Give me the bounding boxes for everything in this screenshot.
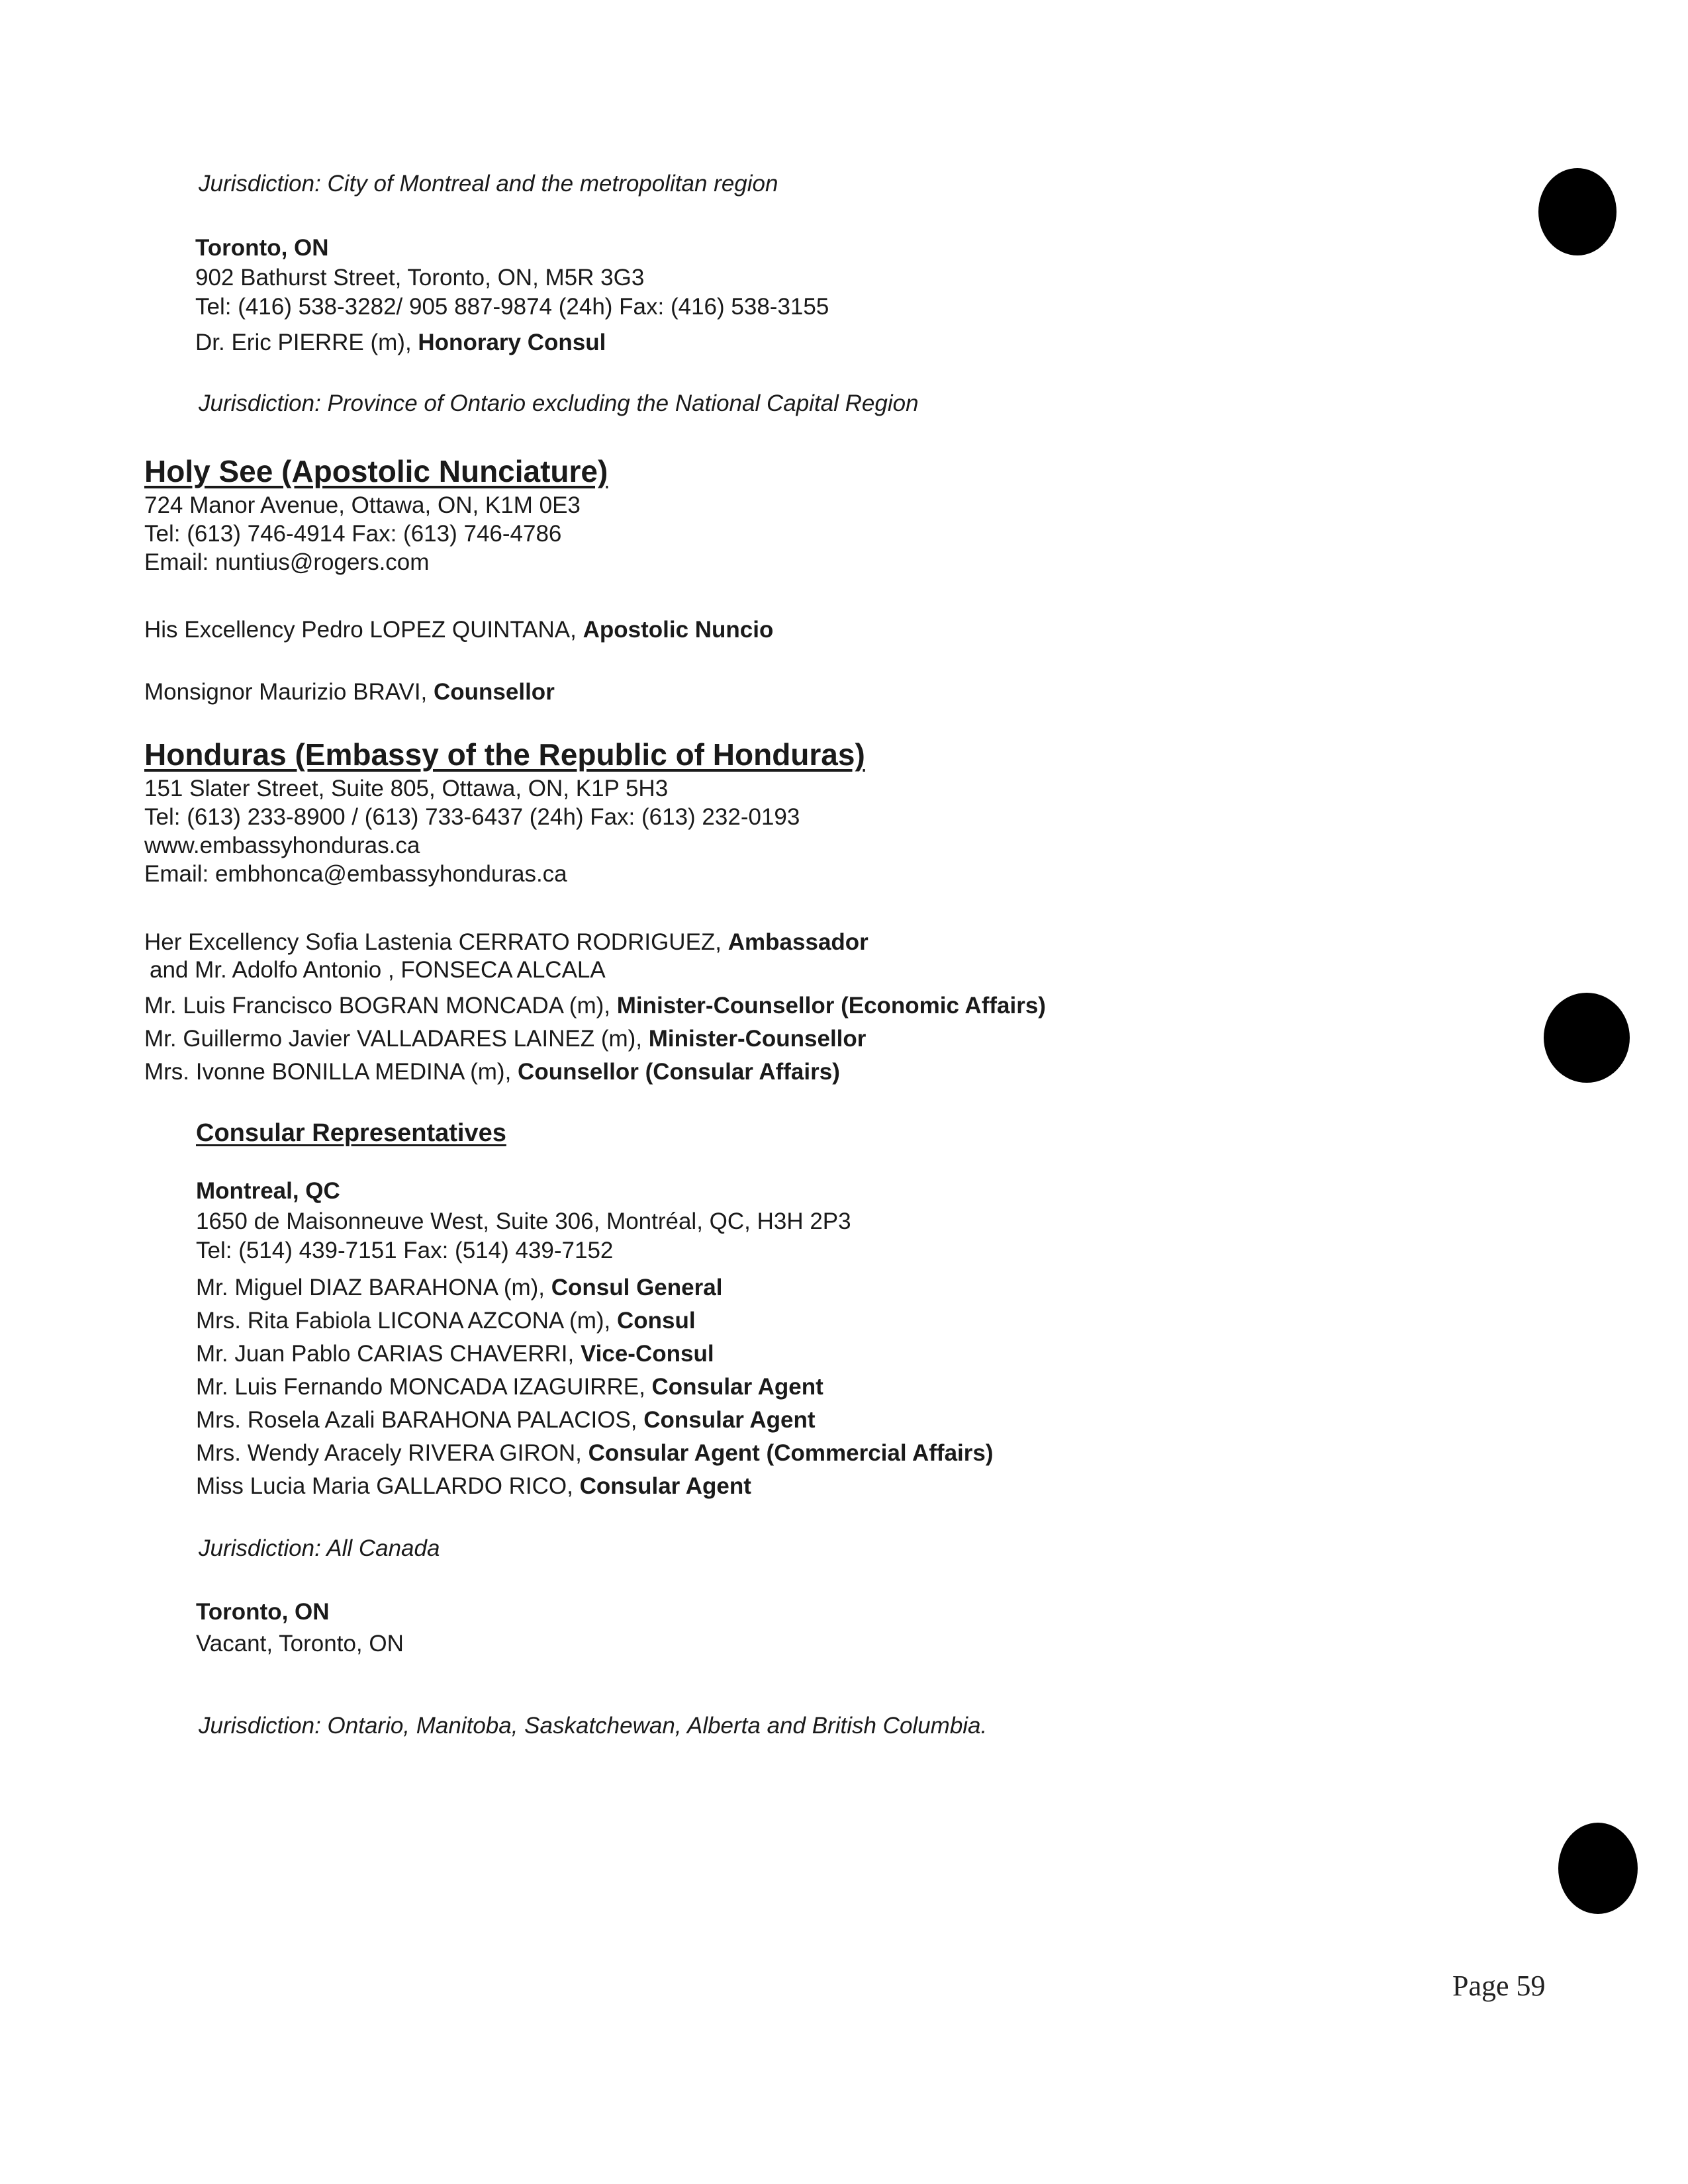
city-heading: Toronto, ON — [196, 1599, 330, 1625]
website-link[interactable]: www.embassyhonduras.ca — [144, 833, 420, 858]
email-line: Email: embhonca@embassyhonduras.ca — [144, 861, 567, 887]
staff-entry: Monsignor Maurizio BRAVI, Counsellor — [144, 679, 555, 705]
punch-hole — [1544, 993, 1630, 1083]
staff-entry: Mrs. Wendy Aracely RIVERA GIRON, Consular Agent (Commercial Affairs) — [196, 1440, 994, 1466]
ambassador-spouse: and Mr. Adolfo Antonio , FONSECA ALCALA — [150, 957, 606, 983]
punch-hole — [1558, 1823, 1638, 1914]
address: 151 Slater Street, Suite 805, Ottawa, ON, K1P 5H3 — [144, 776, 669, 801]
jurisdiction-line: Jurisdiction: Ontario, Manitoba, Saskatchewan, Alberta and British Columbia. — [199, 1713, 988, 1739]
staff-entry: Mr. Luis Francisco BOGRAN MONCADA (m), Minister-Counsellor (Economic Affairs) — [144, 993, 1046, 1019]
address: 1650 de Maisonneuve West, Suite 306, Montréal, QC, H3H 2P3 — [196, 1208, 851, 1234]
subsection-heading-consular: Consular Representatives — [196, 1119, 506, 1147]
staff-entry: Mr. Miguel DIAZ BARAHONA (m), Consul General — [196, 1275, 723, 1300]
staff-entry: Mrs. Ivonne BONILLA MEDINA (m), Counsellor (Consular Affairs) — [144, 1059, 840, 1085]
jurisdiction-line: Jurisdiction: Province of Ontario excluding the National Capital Region — [199, 390, 919, 416]
phone-line: Tel: (613) 233-8900 / (613) 733-6437 (24h) Fax: (613) 232-0193 — [144, 804, 800, 830]
punch-hole — [1538, 168, 1617, 255]
jurisdiction-line: Jurisdiction: City of Montreal and the metropolitan region — [199, 171, 778, 197]
city-heading: Montreal, QC — [196, 1178, 340, 1204]
address: 902 Bathurst Street, Toronto, ON, M5R 3G3 — [195, 265, 645, 291]
email-line: Email: nuntius@rogers.com — [144, 549, 430, 575]
staff-entry: Mr. Luis Fernando MONCADA IZAGUIRRE, Consular Agent — [196, 1374, 823, 1400]
jurisdiction-line: Jurisdiction: All Canada — [199, 1535, 440, 1561]
section-heading-holy-see: Holy See (Apostolic Nunciature) — [144, 454, 608, 488]
address: 724 Manor Avenue, Ottawa, ON, K1M 0E3 — [144, 492, 581, 518]
city-heading: Toronto, ON — [195, 235, 329, 261]
phone-line: Tel: (613) 746-4914 Fax: (613) 746-4786 — [144, 521, 562, 547]
staff-entry: Mr. Guillermo Javier VALLADARES LAINEZ (m), Minister-Counsellor — [144, 1026, 867, 1052]
page-number: Page 59 — [1452, 1970, 1546, 2002]
staff-entry: Mrs. Rita Fabiola LICONA AZCONA (m), Consul — [196, 1308, 696, 1334]
staff-entry: Mr. Juan Pablo CARIAS CHAVERRI, Vice-Consul — [196, 1341, 714, 1367]
section-heading-honduras: Honduras (Embassy of the Republic of Honduras) — [144, 737, 865, 772]
staff-entry: Mrs. Rosela Azali BARAHONA PALACIOS, Consular Agent — [196, 1407, 816, 1433]
staff-entry: Miss Lucia Maria GALLARDO RICO, Consular Agent — [196, 1473, 751, 1499]
ambassador-entry: Her Excellency Sofia Lastenia CERRATO RODRIGUEZ, Ambassador — [144, 929, 868, 955]
staff-entry: Dr. Eric PIERRE (m), Honorary Consul — [195, 330, 606, 355]
staff-entry: His Excellency Pedro LOPEZ QUINTANA, Apostolic Nuncio — [144, 617, 774, 643]
phone-line: Tel: (514) 439-7151 Fax: (514) 439-7152 — [196, 1238, 614, 1263]
phone-line: Tel: (416) 538-3282/ 905 887-9874 (24h) Fax: (416) 538-3155 — [195, 294, 829, 320]
address: Vacant, Toronto, ON — [196, 1631, 404, 1657]
